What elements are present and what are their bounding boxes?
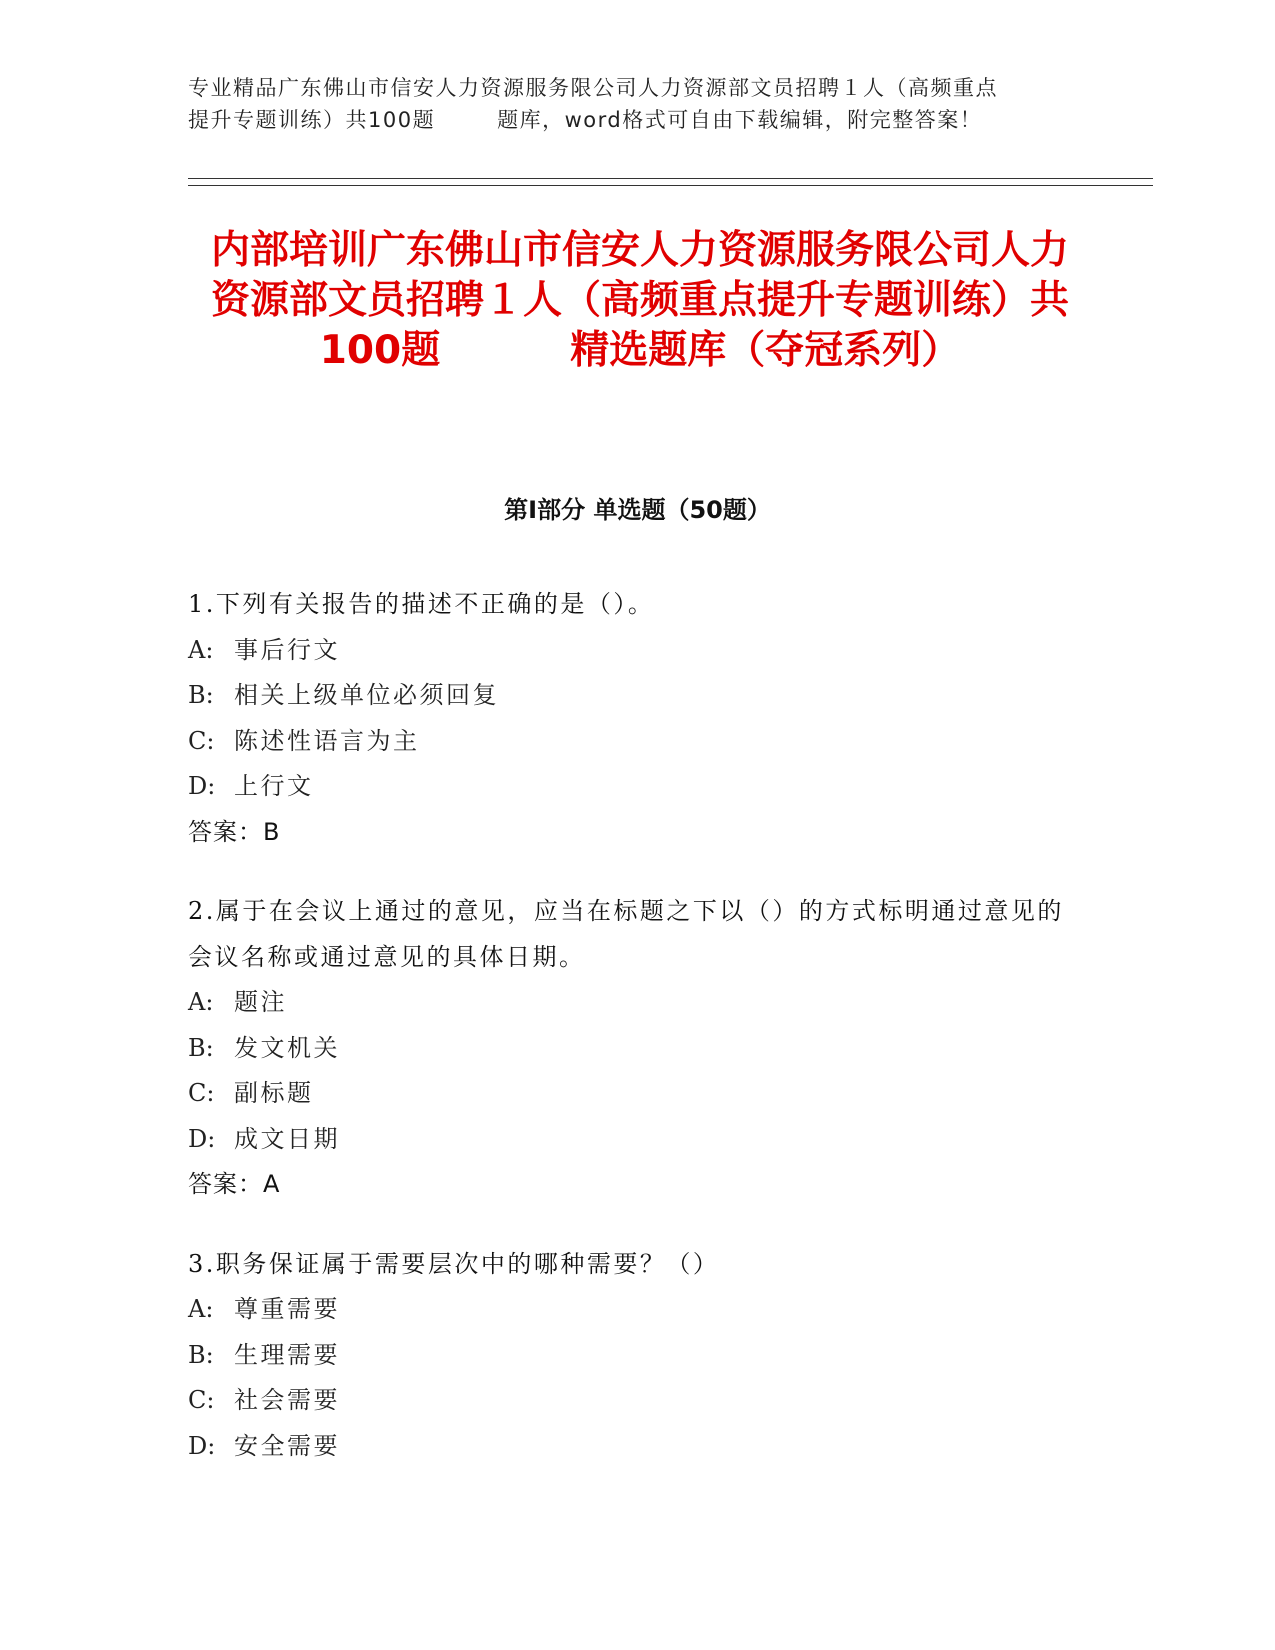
question-list (188, 582, 1088, 1503)
question-stem: 3.职务保证属于需要层次中的哪种需要？（） (188, 1249, 720, 1278)
question-stem: 2.属于在会议上通过的意见，应当在标题之下以（）的方式标明通过意见的会议名称或通过意见的具体日期。 (188, 897, 1064, 971)
option-key: B: (188, 1033, 214, 1062)
option-key: C: (188, 726, 215, 755)
option-key: A: (188, 635, 214, 664)
option-key: D: (188, 1124, 216, 1153)
header-line-2-right: 题库，word格式可自由下载编辑，附完整答案！ (497, 108, 983, 132)
option-d (188, 764, 1088, 810)
option-key: D: (188, 1431, 216, 1460)
question-3 (188, 1242, 1088, 1470)
option-text: 社会需要 (234, 1386, 340, 1414)
option-text: 安全需要 (234, 1431, 340, 1460)
question-stem: 1.下列有关报告的描述不正确的是（）。 (188, 590, 655, 618)
option-c (188, 1071, 1088, 1117)
header-line-2-left: 提升专题训练）共100题 (188, 108, 436, 132)
option-text: 生理需要 (234, 1340, 340, 1369)
option-text: 题注 (234, 988, 287, 1016)
option-key: B: (188, 681, 214, 709)
section-title: 第Ⅰ部分 单选题（50题） (504, 496, 771, 524)
answer: 答案：B (188, 817, 281, 846)
option-d (188, 1117, 1088, 1163)
question-2 (188, 889, 1088, 1208)
document-title (200, 226, 1080, 376)
option-b (188, 1333, 1088, 1379)
option-key: A: (188, 1295, 214, 1323)
option-key: D: (188, 772, 216, 800)
document-header (188, 72, 1088, 136)
option-a (188, 1287, 1088, 1333)
option-b (188, 673, 1088, 719)
option-a (188, 980, 1088, 1026)
option-text: 成文日期 (234, 1124, 340, 1153)
header-line-1: 专业精品广东佛山市信安人力资源服务限公司人力资源部文员招聘１人（高频重点 (188, 76, 998, 100)
option-c (188, 719, 1088, 765)
option-c (188, 1378, 1088, 1424)
answer: 答案：A (188, 1170, 281, 1198)
option-a (188, 628, 1088, 674)
question-1 (188, 582, 1088, 855)
title-part-1: 内部培训广东佛山市信安人力资源服务限公司人力资源部文员招聘１人（高频重点提升专题训练）共100题 (210, 228, 1069, 373)
option-d (188, 1424, 1088, 1470)
option-text: 发文机关 (234, 1033, 340, 1062)
option-key: B: (188, 1340, 214, 1369)
option-key: C: (188, 1079, 215, 1107)
option-key: A: (188, 988, 214, 1016)
option-text: 上行文 (234, 772, 314, 800)
option-b (188, 1026, 1088, 1072)
option-key: C: (188, 1386, 215, 1414)
option-text: 事后行文 (234, 635, 340, 664)
header-divider-top (188, 178, 1153, 179)
option-text: 尊重需要 (234, 1295, 340, 1323)
option-text: 副标题 (234, 1079, 314, 1107)
option-text: 相关上级单位必须回复 (234, 681, 499, 709)
header-line-2 (188, 104, 1088, 136)
header-divider-bottom (188, 185, 1153, 186)
title-part-2: 精选题库（夺冠系列） (570, 328, 961, 373)
option-text: 陈述性语言为主 (234, 726, 420, 755)
